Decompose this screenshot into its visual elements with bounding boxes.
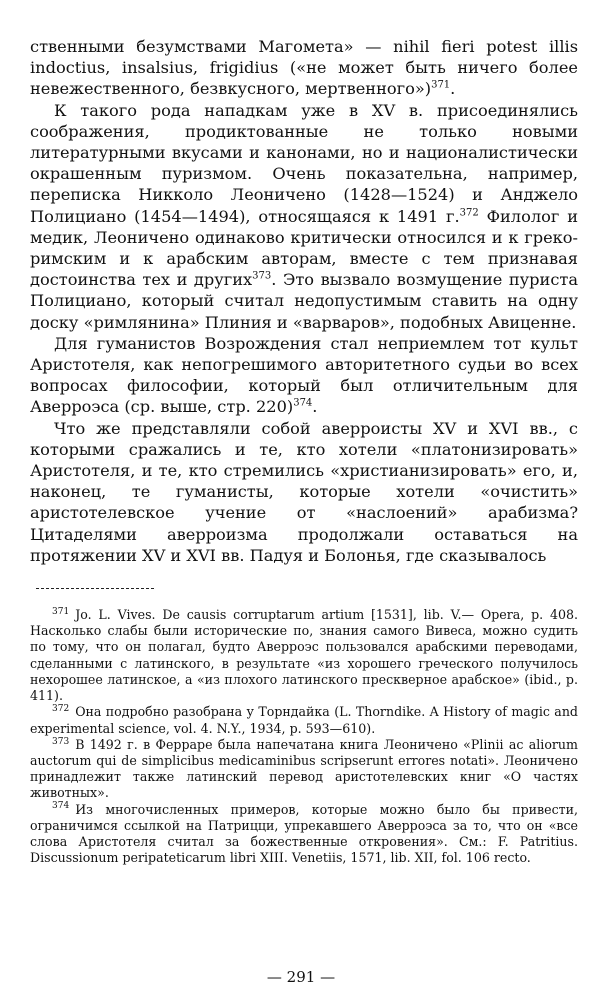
paragraph-4-text: Что же представляли собой аверроисты XV и XVI вв., с которыми сражались и те, кто хотели «платонизировать» Аристотеля, и те, кто стремились «христианизировать» его, и, наконец, те гуманисты, которые хотели «очистить» аристотелевское учение от «наслоений» арабизма? Цитаделями аверроизма продолжали оставаться на протяжении XV и XVI вв. Падуя и Болонья, где сказывалось [30,418,578,565]
footnote-373 [30,737,578,802]
page-number: — 291 — [266,968,336,986]
footnote-371 [30,607,578,704]
footnote-text: В 1492 г. в Ферраре была напечатана книга Леоничено «Plinii ac aliorum auctorum qui de simplicibus medicaminibus scripserunt errores notati». Леоничено принадлежит также латинский перевод аристотелевских книг «О частях животных». [30,736,578,801]
book-page [30,36,578,866]
footnotes [30,607,578,866]
footnote-number: 371 [52,606,70,617]
paragraph-4 [30,418,578,566]
main-text [30,36,578,566]
footnote-number: 372 [52,704,70,715]
footnote-text: Jo. L. Vives. De causis corruptarum artium [1531], lib. V.— Opera, p. 408. Насколько слабы были исторические по, знания самого Вивеса, можно судить по тому, что он полагал, будто Аверроэс пользовался арабскими переводами, сделанными с латинского, в результате «из хорошего греческого получилось нехорошее латинское, а «из плохого латинского прескверное арабское» (ibid., p. 411). [30,607,578,704]
footnote-text: Из многочисленных примеров, которые можно было бы привести, ограничимся ссылкой на Патрицци, упрекавшего Аверроэса за то, что он «все слова Аристотеля считал за божественные откровения». См.: F. Patritius. Discussionum peripateticarum libri XIII. Venetiis, 1571, lib. XII, fol. 106 recto. [30,801,578,866]
footnote-372 [30,704,578,736]
paragraph-2-text-a: К такого рода нападкам уже в XV в. присоединялись соображения, продиктованные не только новыми литературными вкусами и канонами, но и националистически окрашенным пуризмом. Очень показательна, например, переписка Никколо Леоничено (1428—1524) и Анджело Полициано (1454—1494), относящаяся к 1491 г. [30,100,578,226]
footnote-divider [36,588,154,589]
footnote-number: 374 [52,801,70,812]
footnote-ref-373: 373 [252,270,272,282]
paragraph-3-text: Для гуманистов Возрождения стал неприемлем тот культ Аристотеля, как непогрешимого авторитетного судьи во всех вопросах философии, который был отличительным для Аверроэса (ср. выше, стр. 220) [30,333,578,417]
footnote-ref-374: 374 [293,398,313,410]
paragraph-2-text-b: Филолог и медик, Леоничено одинаково критически относился и к греко-римским и к арабским авторам, вместе с тем признавая достоинства тех и других [30,206,578,290]
footnote-number: 373 [52,736,70,747]
paragraph-1-text: ственными безумствами Магомета» — nihil fieri potest illis indoctius, insalsius, frigidius («не может быть ничего более невежественного, безвкусного, мертвенного») [30,37,578,99]
paragraph-2-text-c: . Это вызвало возмущение пуриста Полициано, который считал недопустимым ставить на одну доску «римлянина» Плиния и «варваров», подобных Авиценне. [30,270,578,332]
footnote-ref-372: 372 [459,207,479,219]
paragraph-2 [30,100,578,333]
footnote-text: Она подробно разобрана у Торндайка (L. Thorndike. A History of magic and experimental science, vol. 4. N.Y., 1934, p. 593—610). [30,704,578,736]
footnote-ref-371: 371 [431,80,451,92]
paragraph-1: ственными безумствами Магомета» — nihil fieri potest illis indoctius, insalsius, frigidius («не может быть ничего более невежественного, безвкусного, мертвенного»)$^{371}$. [30,37,578,99]
paragraph-3: Для гуманистов Возрождения стал неприемлем тот культ Аристотеля, как непогрешимого авторитетного судьи во всех вопросах философии, который был отличительным для Аверроэса (ср. выше, стр. 220)$^{374}$. [30,333,578,417]
footnote-374 [30,802,578,867]
